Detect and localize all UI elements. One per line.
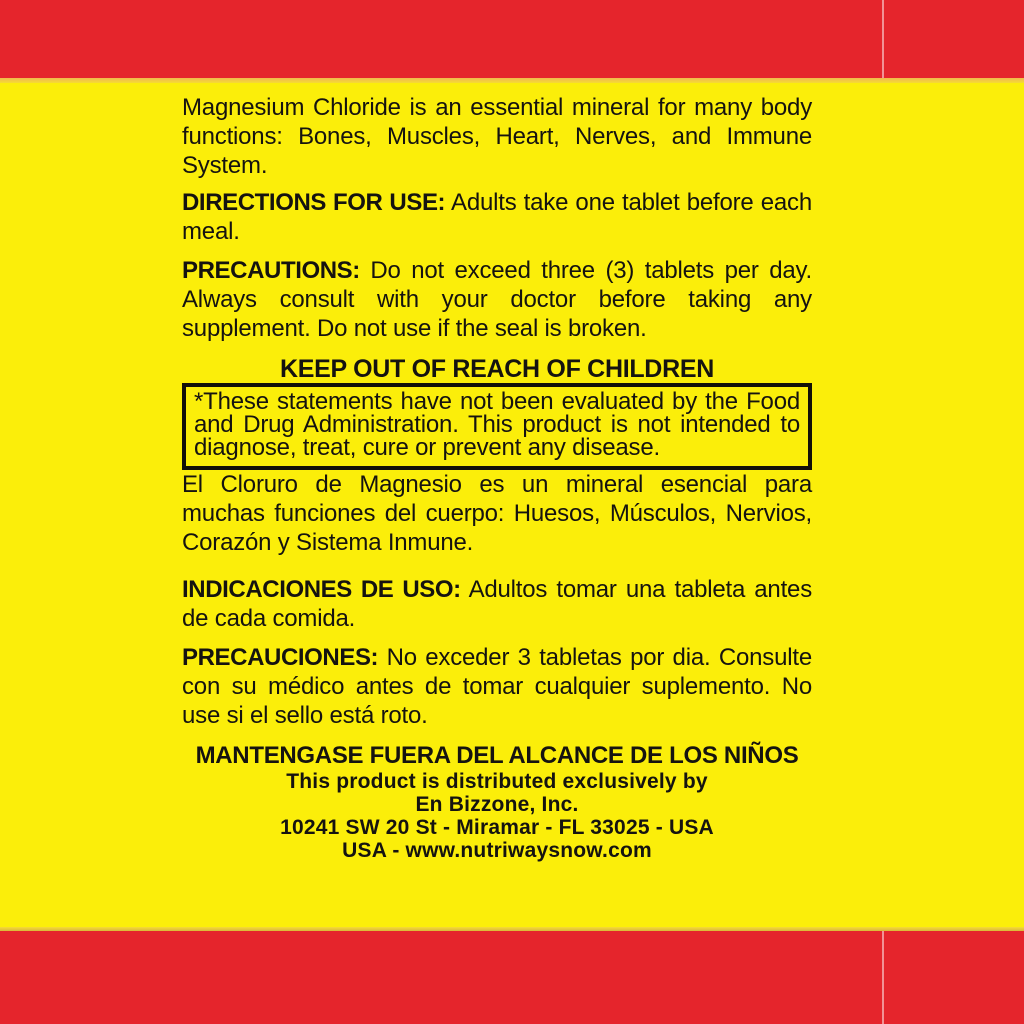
english-intro-text: Magnesium Chloride is an essential mineral for many body functions: Bones, Muscles, Heart, Nerves, and Immune System. [182,94,812,179]
spanish-directions-body: Adultos tomar una tableta antes de cada comida. [182,576,812,632]
bottom-red-band [0,931,1024,1024]
english-precautions-body: Do not exceed three (3) tablets per day. Always consult with your doctor before taking any supplement. Do not use if the seal is broken. [182,257,812,342]
spanish-intro-text: El Cloruro de Magnesio es un mineral esencial para muchas funciones del cuerpo: Huesos, Músculos, Nervios, Corazón y Sistema Inmune. [182,471,812,556]
keep-out-warning-spanish: MANTENGASE FUERA DEL ALCANCE DE LOS NIÑOS [195,742,799,769]
spanish-precautions-heading: PRECAUCIONES: [182,644,379,671]
fda-disclaimer-text: *These statements have not been evaluated by the Food and Drug Administration. This product is not intended to diagnose, treat, cure or prevent any disease. [194,388,800,461]
spanish-directions-heading: INDICACIONES DE USO: [182,576,461,603]
distributor-website-line: USA - www.nutriwaysnow.com [342,839,652,862]
spanish-precautions-paragraph [182,643,812,730]
english-intro-paragraph [182,93,812,180]
label-text-column [182,93,812,862]
distributor-line-3: 10241 SW 20 St - Miramar - FL 33025 - USA [280,816,714,839]
label-seam-line [882,0,884,78]
english-directions-paragraph [182,188,812,246]
english-precautions-heading: PRECAUTIONS: [182,257,360,284]
distributor-line-2: En Bizzone, Inc. [415,793,579,816]
label-seam-line [882,931,884,1024]
spanish-precautions-body: No exceder 3 tabletas por dia. Consulte con su médico antes de tomar cualquier suplemento. No use si el sello está roto. [182,644,812,729]
english-directions-body: Adults take one tablet before each meal. [182,189,812,245]
keep-out-warning-english: KEEP OUT OF REACH OF CHILDREN [280,355,714,383]
spanish-directions-paragraph [182,575,812,633]
top-band-edge [0,78,1024,83]
top-red-band [0,0,1024,78]
distributor-block [182,770,812,862]
distributor-line-1: This product is distributed exclusively by [286,770,708,793]
english-precautions-paragraph [182,256,812,343]
english-directions-heading: DIRECTIONS FOR USE: [182,189,446,216]
spanish-intro-paragraph [182,470,812,557]
fda-disclaimer-box [182,383,812,470]
